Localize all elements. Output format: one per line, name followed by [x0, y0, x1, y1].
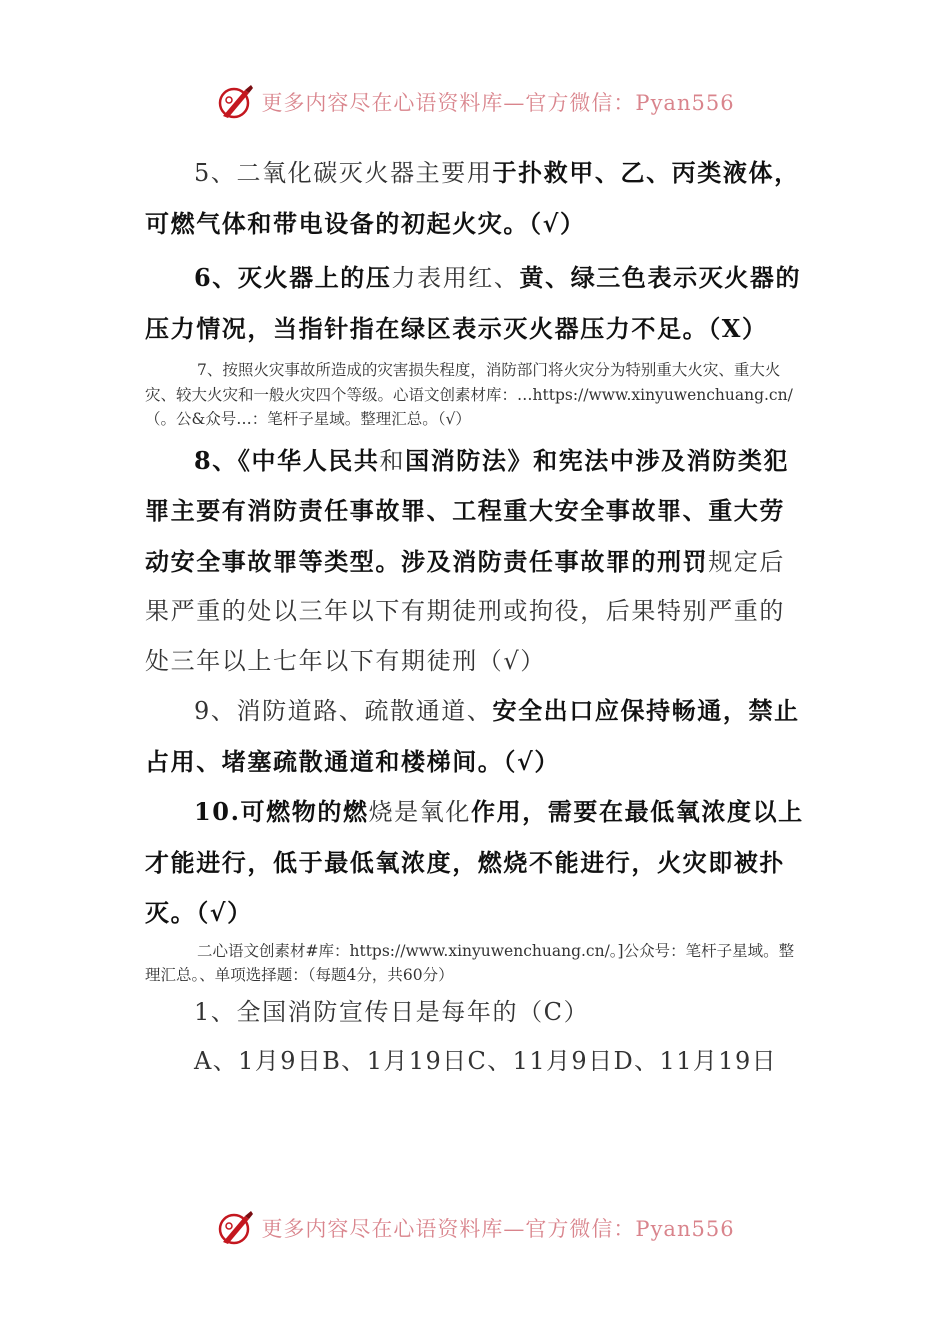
- question-8-part3: 国消防法》和宪法中涉及消防类犯罪主要有消防责任事故罪、工程重大安全事故罪、重大劳动安全事故罪等类型。涉及消防责任事故罪的刑罚: [145, 445, 790, 576]
- question-10: [145, 787, 805, 939]
- multiple-choice-1-question: 1、全国消防宣传日是每年的（C）: [194, 997, 590, 1026]
- question-6-part2: 力表用红、: [391, 264, 520, 292]
- question-8-part2: 和: [379, 446, 406, 475]
- question-5: [145, 148, 805, 249]
- header-banner: [215, 82, 734, 122]
- footer-banner: [215, 1208, 734, 1248]
- question-5-part2: 于扑救甲、乙、丙类液体，可燃气体和带电设备的初起火灾。（√）: [145, 158, 800, 238]
- footer-banner-text: 更多内容尽在心语资料库—官方微信：Pyan556: [261, 1217, 735, 1241]
- question-8-part1: 8、《中华人民共: [194, 445, 380, 475]
- question-7: 7、按照火灾事故所造成的灾害损失程度，消防部门将火灾分为特别重大火灾、重大火灾、较大火灾和一般火灾四个等级。心语文创素材库：…https://www.xinyuwenchuang.cn/（。公&众号…：笔杆子星域。整理汇总。（√）: [145, 361, 793, 428]
- question-6-part1: 6、灭火器上的压: [194, 263, 392, 292]
- pen-logo-icon: [215, 1208, 255, 1248]
- question-6-part3: 黄、绿三色表示灭火器的压力情况，当指针指在绿区表示灭火器压力不足。（X）: [145, 263, 802, 343]
- question-9-part1: 9、消防道路、疏散通道、: [194, 697, 493, 725]
- header-banner-text: 更多内容尽在心语资料库—官方微信：Pyan556: [261, 91, 735, 115]
- question-10-part2: 烧是氧化: [368, 798, 471, 826]
- question-9-part2: 安全出口应保持畅通，禁止占用、堵塞疏散通道和楼梯间。（√）: [145, 696, 800, 776]
- question-8: [145, 436, 805, 687]
- page-footer: [0, 1208, 950, 1248]
- page-header: [0, 82, 950, 122]
- multiple-choice-1-options: A、1月9日B、1月19日C、11月9日D、11月19日: [194, 1047, 778, 1075]
- question-8-part4: 规定后果严重的处以三年以下有期徒刑或拘役，后果特别严重的处三年以上七年以下有期徒刑（√）: [145, 547, 786, 675]
- question-10-part3: 作用，需要在最低氧浓度以上才能进行，低于最低氧浓度，燃烧不能进行，火灾即被扑灭。（√）: [145, 797, 804, 927]
- question-10-part1: 10.可燃物的燃: [194, 797, 369, 826]
- pen-logo-icon: [215, 82, 255, 122]
- document-body: [145, 148, 805, 1087]
- question-6: [145, 253, 805, 354]
- question-5-part1: 5、二氧化碳灭火器主要用: [194, 159, 493, 187]
- question-9: [145, 686, 805, 787]
- section-2-heading: 二心语文创素材#库：https://www.xinyuwenchuang.cn/。]公众号：笔杆子星域。整理汇总。、单项选择题：（每题4分，共60分）: [145, 941, 795, 984]
